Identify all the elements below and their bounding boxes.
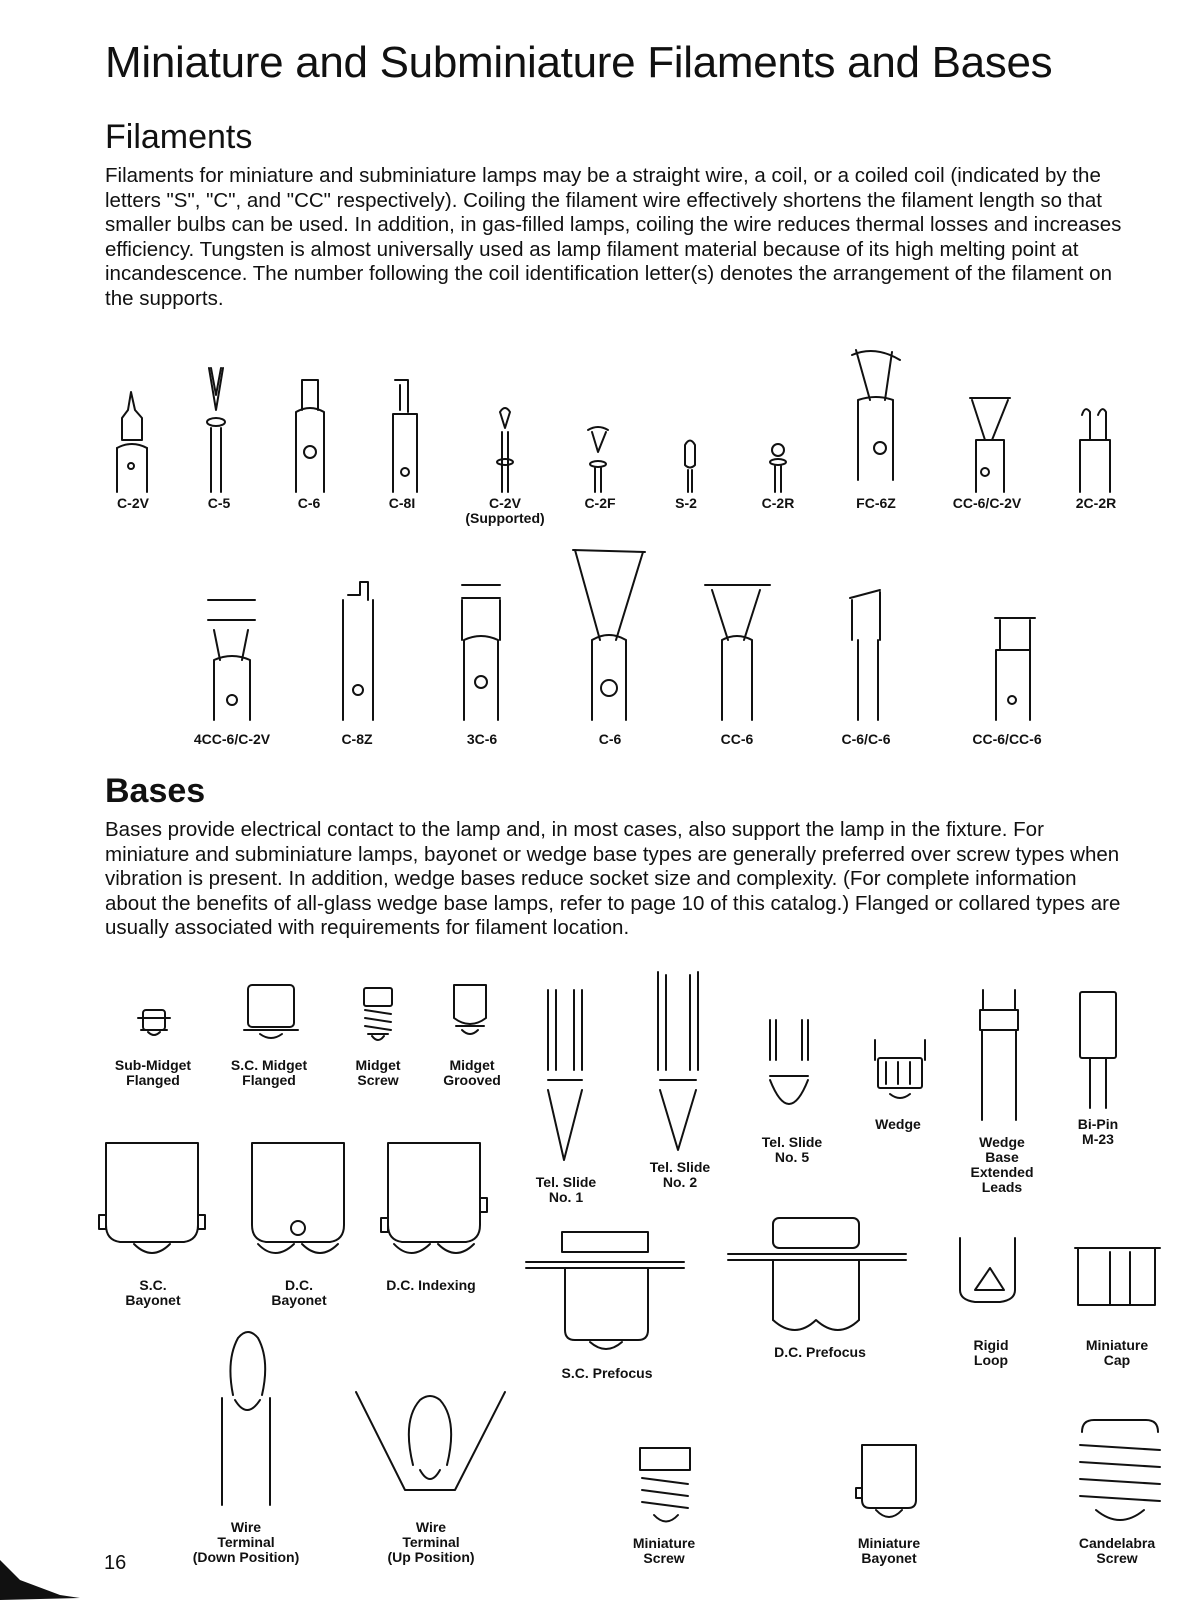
base-label-tel-slide-1: Tel. Slide No. 1 [535,1174,597,1205]
filament-label-c-6-large: C-6 [598,731,622,747]
filament-s-2-diagram [685,441,695,493]
filament-c-2v-diagram [117,392,147,492]
base-label-bi-pin: Bi-Pin M-23 [1077,1116,1119,1147]
filament-label-4cc-6-c-2v: 4CC-6/C-2V [193,731,271,747]
base-label-wire-terminal-up: Wire Terminal (Up Position) [387,1519,475,1565]
base-tel-slide-1-diagram [548,990,582,1160]
base-candelabra-screw-diagram [1080,1420,1160,1520]
filament-label-cc-6: CC-6 [720,731,754,747]
base-label-wedge-extended-leads: Wedge Base Extended Leads [970,1134,1034,1195]
filament-label-c-5: C-5 [207,495,231,511]
scan-edge-mark [0,1540,80,1600]
filament-c-2v-supported-diagram [497,408,513,492]
base-label-midget-screw: Midget Screw [355,1057,401,1088]
base-sc-bayonet-diagram [99,1143,205,1253]
base-bi-pin-m23-diagram [1080,992,1116,1108]
base-label-dc-bayonet: D.C. Bayonet [271,1277,327,1308]
filament-3c-6-diagram [462,585,500,720]
filament-4cc-6-c-2v-diagram [208,600,255,720]
base-label-sc-bayonet: S.C. Bayonet [125,1277,181,1308]
filament-c-2f-diagram [588,427,608,492]
filament-c-6-c-6-diagram [850,590,880,720]
filament-label-cc-6-c-2v: CC-6/C-2V [952,495,1022,511]
filament-label-c-2f: C-2F [584,495,616,511]
filament-label-2c-2r: 2C-2R [1075,495,1117,511]
filament-c-6-large-diagram [573,550,645,720]
bases-heading: Bases [105,772,206,810]
filament-c-2r-diagram [770,444,786,492]
base-label-dc-prefocus: D.C. Prefocus [774,1344,866,1360]
filament-cc-6-c-2v-diagram [970,398,1010,492]
filament-label-c-8z: C-8Z [341,731,373,747]
filament-cc-6-cc-6-diagram [995,618,1035,720]
base-label-sc-midget-flanged: S.C. Midget Flanged [230,1057,308,1088]
base-dc-bayonet-diagram [252,1143,344,1253]
filament-label-s-2: S-2 [675,495,697,511]
base-label-midget-grooved: Midget Grooved [443,1057,501,1088]
filaments-heading: Filaments [105,118,253,156]
filament-c-6-diagram [296,380,324,492]
filaments-paragraph: Filaments for miniature and subminiature lamps may be a straight wire, a coil, or a coiled coil (indicated by the letters "S", "C", and "CC" respectively). Coiling the filament wire effectively shortens the filament length so that smaller bulbs can be used. In addition, in gas-filled lamps, coiling the wire reduces thermal losses and increases efficiency. Tungsten is almost universally used as lamp filament material because of its high melting point at incandescence. The number following the coil identification letter(s) denotes the arrangement of the filament on the supports. [105,164,1122,310]
base-tel-slide-2-diagram [658,972,698,1150]
base-label-sub-midget-flanged: Sub-Midget Flanged [114,1057,192,1088]
page-number: 16 [104,1552,127,1574]
base-sc-midget-flanged-diagram [244,985,298,1038]
base-miniature-screw-diagram [640,1448,690,1522]
filament-c-5-diagram [207,368,225,492]
base-miniature-cap-diagram [1075,1248,1160,1305]
base-miniature-bayonet-diagram [856,1445,916,1517]
filament-label-c-2v-supported: C-2V (Supported) [465,495,545,526]
filament-label-3c-6: 3C-6 [466,731,498,747]
filament-label-fc-6z: FC-6Z [856,495,896,511]
base-label-candelabra-screw: Candelabra Screw [1078,1535,1156,1566]
base-label-rigid-loop: Rigid Loop [973,1337,1009,1368]
base-sub-midget-flanged-diagram [138,1010,170,1035]
filament-c-8z-diagram [343,582,373,720]
filament-label-c-6: C-6 [297,495,321,511]
bases-paragraph: Bases provide electrical contact to the lamp and, in most cases, also support the lamp in the fixture. For miniature and subminiature lamps, bayonet or wedge base types are generally preferred over screw types when vibration is present. In addition, wedge bases reduce socket size and complexity. (For complete information about the benefits of all-glass wedge base lamps, refer to page 10 of this catalog.) Flanged or collared types are usually associated with requirements for filament location. [105,818,1121,939]
filament-c-8i-diagram [393,380,417,492]
base-sc-prefocus-diagram [526,1232,684,1349]
base-midget-screw-diagram [364,988,392,1040]
base-label-dc-indexing: D.C. Indexing [386,1277,476,1293]
base-rigid-loop-diagram [960,1238,1015,1302]
base-tel-slide-5-diagram [770,1020,808,1104]
base-label-wedge: Wedge [875,1116,921,1132]
base-dc-prefocus-diagram [728,1218,906,1330]
base-dc-indexing-diagram [381,1143,487,1253]
base-label-tel-slide-2: Tel. Slide No. 2 [649,1159,711,1190]
filament-label-c-6-c-6: C-6/C-6 [841,731,891,747]
base-label-miniature-cap: Miniature Cap [1085,1337,1149,1368]
base-label-sc-prefocus: S.C. Prefocus [561,1365,653,1381]
filament-label-c-8i: C-8I [388,495,416,511]
base-label-wire-terminal-down: Wire Terminal (Down Position) [192,1519,300,1565]
filament-cc-6-diagram [705,585,770,720]
page-title: Miniature and Subminiature Filaments and Bases [105,38,1053,87]
base-label-tel-slide-5: Tel. Slide No. 5 [761,1134,823,1165]
base-wire-terminal-up-diagram [356,1392,505,1490]
filament-label-cc-6-cc-6: CC-6/CC-6 [972,731,1042,747]
base-wedge-extended-leads-diagram [980,990,1018,1120]
base-label-miniature-screw: Miniature Screw [632,1535,696,1566]
filament-fc-6z-diagram [852,350,900,480]
base-wedge-diagram [875,1040,925,1098]
base-midget-grooved-diagram [454,985,486,1034]
filament-2c-2r-diagram [1080,409,1110,492]
base-wire-terminal-down-diagram [222,1332,270,1505]
filament-label-c-2r: C-2R [761,495,795,511]
filament-label-c-2v: C-2V [117,495,149,511]
base-label-miniature-bayonet: Miniature Bayonet [857,1535,921,1566]
